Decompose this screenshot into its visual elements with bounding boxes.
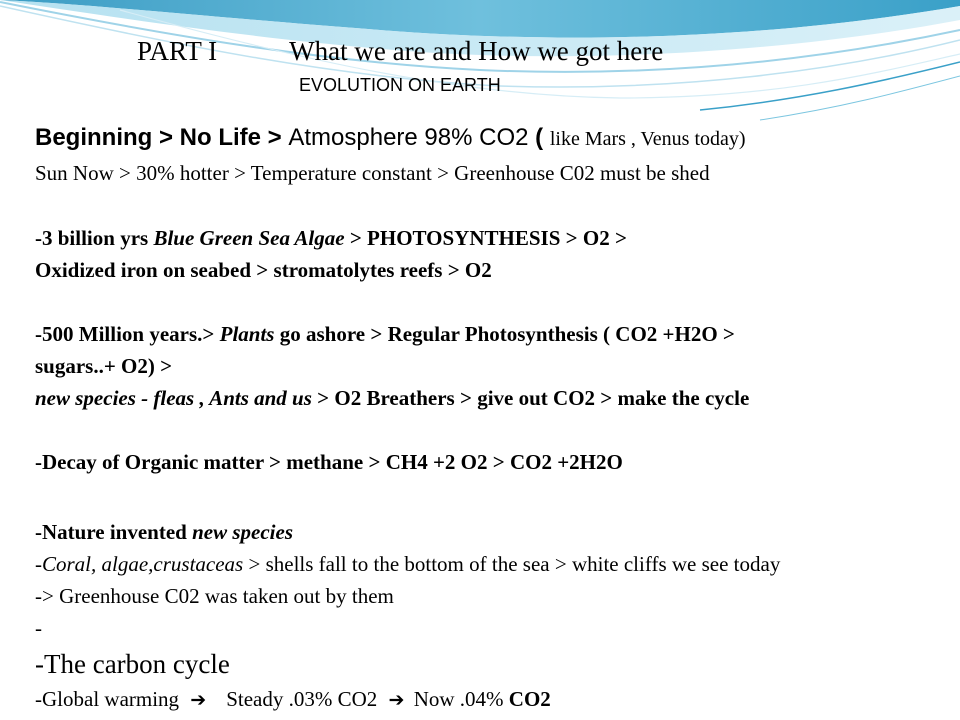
coral-line (35, 551, 780, 577)
warming-lead: -Global warming (35, 687, 185, 711)
algae-line-1 (35, 225, 627, 251)
title-heading: What we are and How we got here (289, 36, 664, 66)
dash-line: - (35, 616, 42, 640)
warming-co2: CO2 (508, 687, 551, 711)
nature-lead: -Nature invented (35, 520, 193, 544)
title-part: PART I (137, 36, 218, 66)
sun-line: Sun Now > 30% hotter > Temperature constant > Greenhouse C02 must be shed (35, 161, 710, 185)
algae-organism: Blue Green Sea Algae (153, 226, 345, 250)
algae-years: -3 billion yrs (35, 226, 154, 250)
beginning-paren: ( (535, 124, 550, 151)
decay-line: -Decay of Organic matter > methane > CH4 +2 O2 > CO2 +2H2O (35, 450, 623, 474)
warming-steady: Steady .03% CO2 (226, 687, 383, 711)
slide-title (137, 36, 663, 66)
plants-species: new species - fleas , Ants and us (35, 386, 318, 410)
coral-list: Coral, algae,crustaceas (42, 552, 244, 576)
coral-dash: - (35, 552, 42, 576)
plants-line-2: sugars..+ O2) > (35, 354, 173, 378)
right-arrow-icon: ➔ (190, 689, 207, 711)
beginning-atmos: Atmosphere 98% CO2 (288, 124, 536, 151)
beginning-line (35, 122, 746, 154)
plants-years: -500 Million years.> (35, 322, 220, 346)
algae-line-2: Oxidized iron on seabed > stromatolytes reefs > O2 (35, 258, 492, 282)
carbon-cycle-line: -The carbon cycle (35, 649, 230, 679)
plants-cycle: > O2 Breathers > give out CO2 > make the cycle (317, 386, 750, 410)
plants-line-1 (35, 321, 735, 347)
plants-line-3 (35, 385, 749, 411)
coral-rest: > shells fall to the bottom of the sea > white cliffs we see today (243, 552, 781, 576)
beginning-lead: Beginning > No Life > (35, 124, 289, 151)
warming-now: Now .04% (408, 687, 509, 711)
warming-line (35, 686, 551, 713)
right-arrow-icon: ➔ (388, 689, 405, 711)
algae-rest: > PHOTOSYNTHESIS > O2 > (344, 226, 627, 250)
plants-word: Plants (219, 322, 275, 346)
greenhouse-line: -> Greenhouse C02 was taken out by them (35, 584, 394, 608)
nature-line (35, 519, 293, 545)
slide-subtitle: EVOLUTION ON EARTH (299, 75, 501, 95)
nature-species: new species (192, 520, 294, 544)
beginning-mars: like Mars , Venus today) (549, 128, 746, 150)
plants-rest: go ashore > Regular Photosynthesis ( CO2 +H2O > (274, 322, 735, 346)
